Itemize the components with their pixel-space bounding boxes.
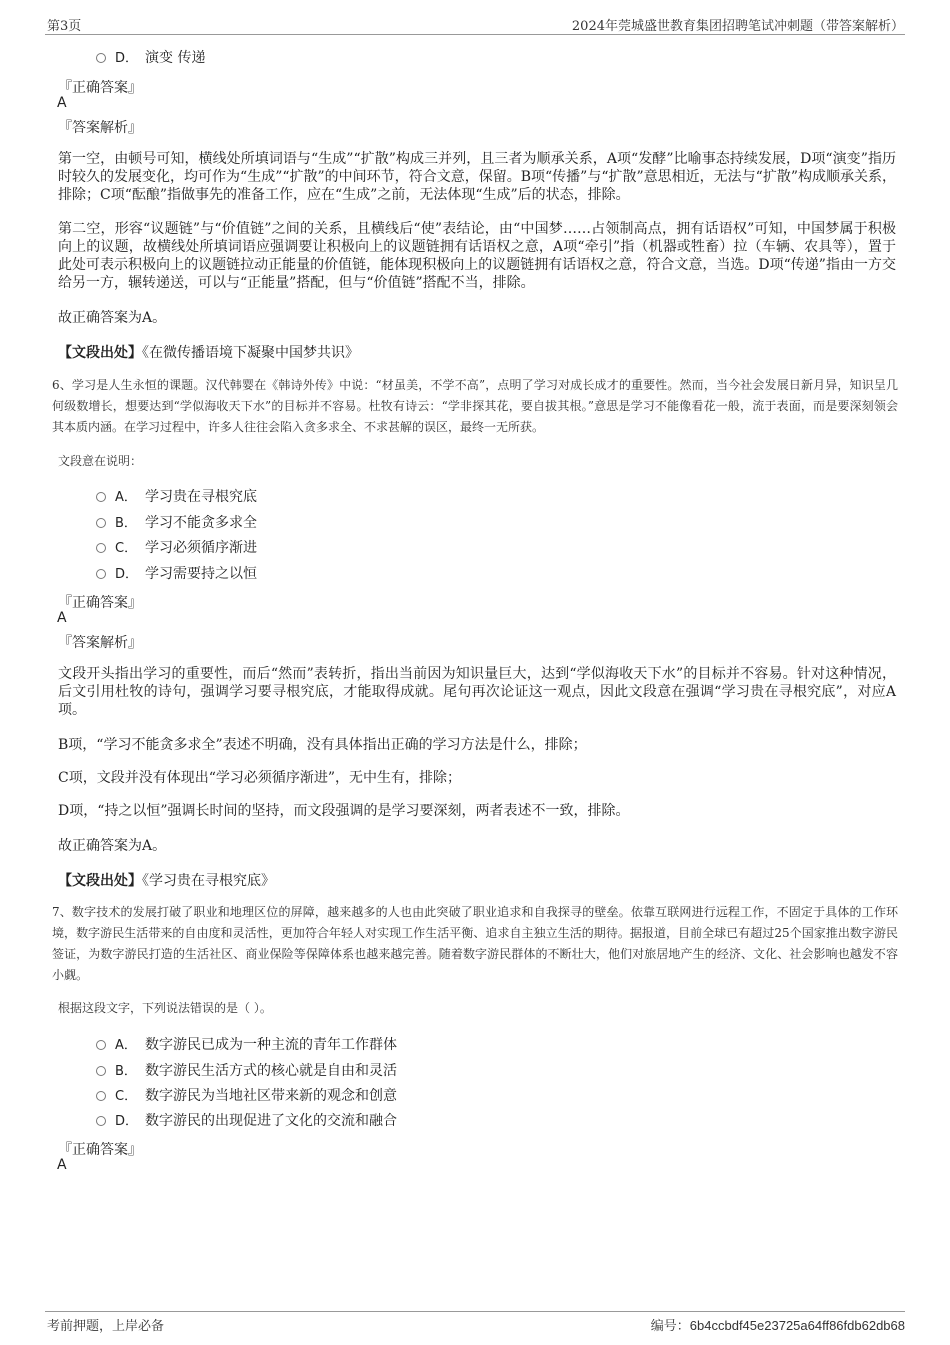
- source-label: 【文段出处】: [58, 873, 142, 889]
- q6-option-a[interactable]: [96, 486, 257, 506]
- radio-icon[interactable]: [96, 569, 106, 579]
- page-number: 第3页: [47, 19, 82, 34]
- radio-icon[interactable]: [96, 1091, 106, 1101]
- analysis-paragraph: C项，文段并没有体现出“学习必须循序渐进”，无中生有，排除；: [58, 770, 462, 786]
- source-label: 【文段出处】: [58, 345, 142, 361]
- option-text: 数字游民为当地社区带来新的观念和创意: [145, 1088, 397, 1104]
- option-key: D．: [115, 567, 139, 582]
- footer-divider: [45, 1311, 905, 1312]
- conclusion: 故正确答案为A。: [58, 310, 167, 326]
- option-key: B．: [115, 1064, 137, 1079]
- q7-option-b[interactable]: [96, 1060, 397, 1080]
- answer-heading: 『正确答案』: [58, 1142, 142, 1158]
- q7-option-c[interactable]: [96, 1085, 397, 1105]
- option-key: D．: [115, 51, 139, 66]
- header-divider: [45, 34, 905, 35]
- option-key: C．: [115, 1089, 138, 1104]
- question-prompt: 文段意在说明：: [58, 454, 143, 468]
- option-text: 学习必须循序渐进: [145, 540, 257, 556]
- question-stem: 7、数字技术的发展打破了职业和地理区位的屏障，越来越多的人也由此突破了职业追求和自我探寻的壁垒。依靠互联网进行远程工作，不固定于具体的工作环境，数字游民生活带来的自由度和灵活性，更加符合年轻人对实现工作生活平衡、追求自主独立生活的期待。据报道，目前全球已有超过25个国家推出数字游民签证，为数字游民打造的生活社区、商业保险等保障体系也越来越完善。随着数字游民群体的不断壮大，他们对旅居地产生的经济、文化、社会影响也越发不容小觑。: [52, 905, 898, 982]
- option-text: 学习贵在寻根究底: [145, 489, 257, 505]
- option-text: 数字游民生活方式的核心就是自由和灵活: [145, 1063, 397, 1079]
- answer-value: A: [57, 1157, 67, 1173]
- analysis-paragraph: 第一空，由顿号可知，横线处所填词语与“生成”“扩散”构成三并列，且三者为顺承关系，A项“发酵”比喻事态持续发展，D项“演变”指历时较久的发展变化，均可作为“生成”“扩散”的中间环节，符合文意，保留。B项“传播”与“扩散”意思相近，无法与“扩散”构成顺承关系，排除；C项“酝酿”指做事先的准备工作，应在“生成”之前，无法体现“生成”后的状态，排除。: [58, 151, 896, 203]
- q5-option-d[interactable]: [96, 47, 205, 67]
- analysis-paragraph: 第二空，形容“议题链”与“价值链”之间的关系，且横线后“使”表结论，由“中国梦……占领制高点，拥有话语权”可知，中国梦属于积极向上的议题，故横线处所填词语应强调要让积极向上的议题链拥有话语权之意，A项“牵引”指（机器或牲畜）拉（车辆、农具等），置于此处可表示积极向上的议题链拉动正能量的价值链，能体现积极向上的议题链拥有话语权之意，符合文意，当选。D项“传递”指由一方交给另一方，辗转递送，可以与“正能量”搭配，但与“价值链”搭配不当，排除。: [58, 221, 896, 291]
- footer-slogan: 考前押题，上岸必备: [47, 1319, 165, 1334]
- answer-value: A: [57, 95, 67, 111]
- analysis-paragraph: D项，“持之以恒”强调长时间的坚持，而文段强调的是学习要深刻，两者表述不一致，排除。: [58, 803, 630, 819]
- radio-icon[interactable]: [96, 53, 106, 63]
- analysis-heading: 『答案解析』: [58, 635, 142, 651]
- answer-heading: 『正确答案』: [58, 80, 142, 96]
- source-citation: [58, 870, 275, 890]
- question-stem: 6、学习是人生永恒的课题。汉代韩婴在《韩诗外传》中说：“材虽美，不学不高”，点明了学习对成长成才的重要性。然而，当今社会发展日新月异，知识呈几何级数增长，想要达到“学似海收天下水”的目标并不容易。杜牧有诗云：“学非探其花，要自拔其根。”意思是学习不能像看花一般，流于表面，而是要深刻领会其本质内涵。在学习过程中，许多人往往会陷入贪多求全、不求甚解的误区，最终一无所获。: [52, 378, 898, 434]
- conclusion: 故正确答案为A。: [58, 838, 167, 854]
- question-prompt: 根据这段文字，下列说法错误的是（ ）。: [58, 1001, 272, 1015]
- q7-option-a[interactable]: [96, 1034, 397, 1054]
- option-text: 演变 传递: [145, 50, 206, 66]
- radio-icon[interactable]: [96, 1116, 106, 1126]
- option-key: A．: [115, 490, 137, 505]
- radio-icon[interactable]: [96, 518, 106, 528]
- answer-heading: 『正确答案』: [58, 595, 142, 611]
- option-key: D．: [115, 1114, 139, 1129]
- option-key: C．: [115, 541, 138, 556]
- q7-option-d[interactable]: [96, 1110, 397, 1130]
- analysis-paragraph: B项，“学习不能贪多求全”表述不明确，没有具体指出正确的学习方法是什么，排除；: [58, 737, 587, 753]
- q6-option-d[interactable]: [96, 563, 257, 583]
- radio-icon[interactable]: [96, 1066, 106, 1076]
- option-key: B．: [115, 516, 137, 531]
- document-title: 2024年莞城盛世教育集团招聘笔试冲刺题（带答案解析）: [571, 19, 904, 34]
- document-code: [651, 1315, 905, 1334]
- source-title: 《在微传播语境下凝聚中国梦共识》: [142, 345, 359, 361]
- option-text: 数字游民已成为一种主流的青年工作群体: [145, 1037, 397, 1053]
- radio-icon[interactable]: [96, 543, 106, 553]
- analysis-heading: 『答案解析』: [58, 120, 142, 136]
- q6-option-c[interactable]: [96, 537, 257, 557]
- radio-icon[interactable]: [96, 492, 106, 502]
- option-text: 数字游民的出现促进了文化的交流和融合: [145, 1113, 397, 1129]
- source-citation: [58, 342, 359, 362]
- option-key: A．: [115, 1038, 137, 1053]
- radio-icon[interactable]: [96, 1040, 106, 1050]
- answer-value: A: [57, 610, 67, 626]
- source-title: 《学习贵在寻根究底》: [142, 873, 275, 889]
- q6-option-b[interactable]: [96, 512, 257, 532]
- code-value: 6b4ccbdf45e23725a64ff86fdb62db68: [689, 1318, 905, 1333]
- analysis-paragraph: 文段开头指出学习的重要性，而后“然而”表转折，指出当前因为知识量巨大，达到“学似海收天下水”的目标并不容易。针对这种情况，后文引用杜牧的诗句，强调学习要寻根究底，才能取得成就。尾句再次论证这一观点，因此文段意在强调“学习贵在寻根究底”，对应A项。: [58, 666, 896, 718]
- code-label: 编号：: [650, 1319, 690, 1334]
- option-text: 学习不能贪多求全: [145, 515, 257, 531]
- option-text: 学习需要持之以恒: [145, 566, 257, 582]
